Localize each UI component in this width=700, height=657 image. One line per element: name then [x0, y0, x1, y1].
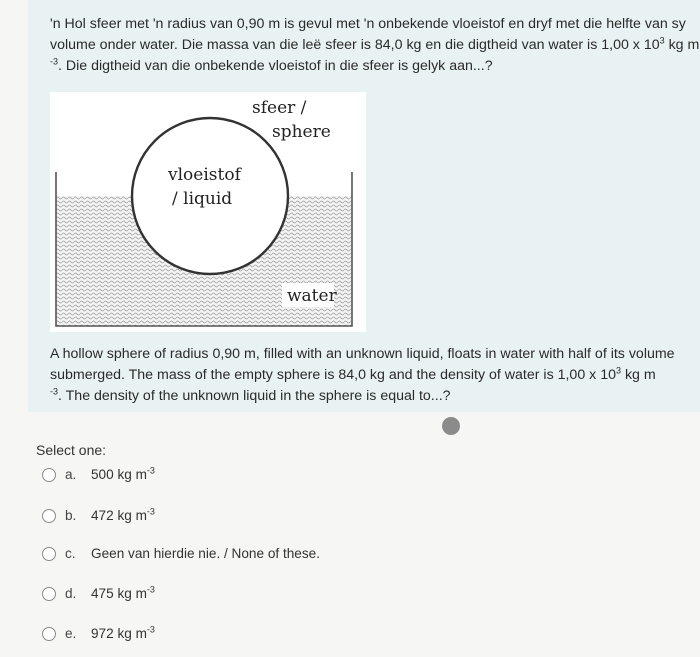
- option-value: 972 kg $m^{-3}$: [91, 624, 155, 641]
- diagram-svg: [50, 92, 366, 332]
- answer-option-a[interactable]: [42, 467, 155, 482]
- radio-button-a[interactable]: [42, 468, 56, 482]
- sphere-label-1: sfeer /: [252, 98, 307, 118]
- option-letter: a.: [65, 467, 77, 482]
- liquid-label-1: vloeistof: [168, 165, 241, 185]
- option-letter: b.: [65, 508, 77, 523]
- answer-option-c[interactable]: [42, 546, 320, 561]
- question-flag-icon[interactable]: [442, 417, 460, 435]
- question-text-afrikaans: 'n Hol sfeer met 'n radius van 0,90 m is gevul met 'n onbekende vloeistof en dryf met die helfte van sy volume onder water. Die massa van die leë sfeer is 84,0 kg en die digtheid van water is 1,00 x $10^3$ kg m $^{-3}$. Die digtheid van die onbekende vloeistof in die sfeer is gelyk aan...?: [50, 16, 700, 74]
- option-value: 475 kg $m^{-3}$: [91, 584, 155, 601]
- select-one-prompt: Select one:: [36, 442, 107, 458]
- option-letter: d.: [65, 586, 77, 601]
- water-label: water: [287, 286, 337, 306]
- answer-option-b[interactable]: [42, 508, 155, 523]
- liquid-label-2: / liquid: [172, 189, 233, 209]
- option-value: Geen van hierdie nie. / None of these.: [91, 546, 320, 561]
- option-letter: e.: [65, 626, 77, 641]
- radio-button-b[interactable]: [42, 509, 56, 523]
- sphere-label-2: sphere: [272, 122, 331, 142]
- radio-button-c[interactable]: [42, 547, 56, 561]
- option-value: 500 kg $m^{-3}$: [91, 465, 155, 482]
- radio-button-d[interactable]: [42, 587, 56, 601]
- option-letter: c.: [65, 546, 76, 561]
- answer-option-d[interactable]: [42, 586, 155, 601]
- option-value: 472 kg $m^{-3}$: [91, 506, 155, 523]
- radio-button-e[interactable]: [42, 627, 56, 641]
- sphere-diagram: [50, 92, 366, 332]
- answer-option-e[interactable]: [42, 626, 155, 641]
- question-text-english: A hollow sphere of radius 0,90 m, filled with an unknown liquid, floats in water with half of its volume submerged. The mass of the empty sphere is 84,0 kg and the density of water is 1,00 x $10^3$ kg m $^{-3}$. The density of the unknown liquid in the sphere is equal to...?: [50, 346, 675, 404]
